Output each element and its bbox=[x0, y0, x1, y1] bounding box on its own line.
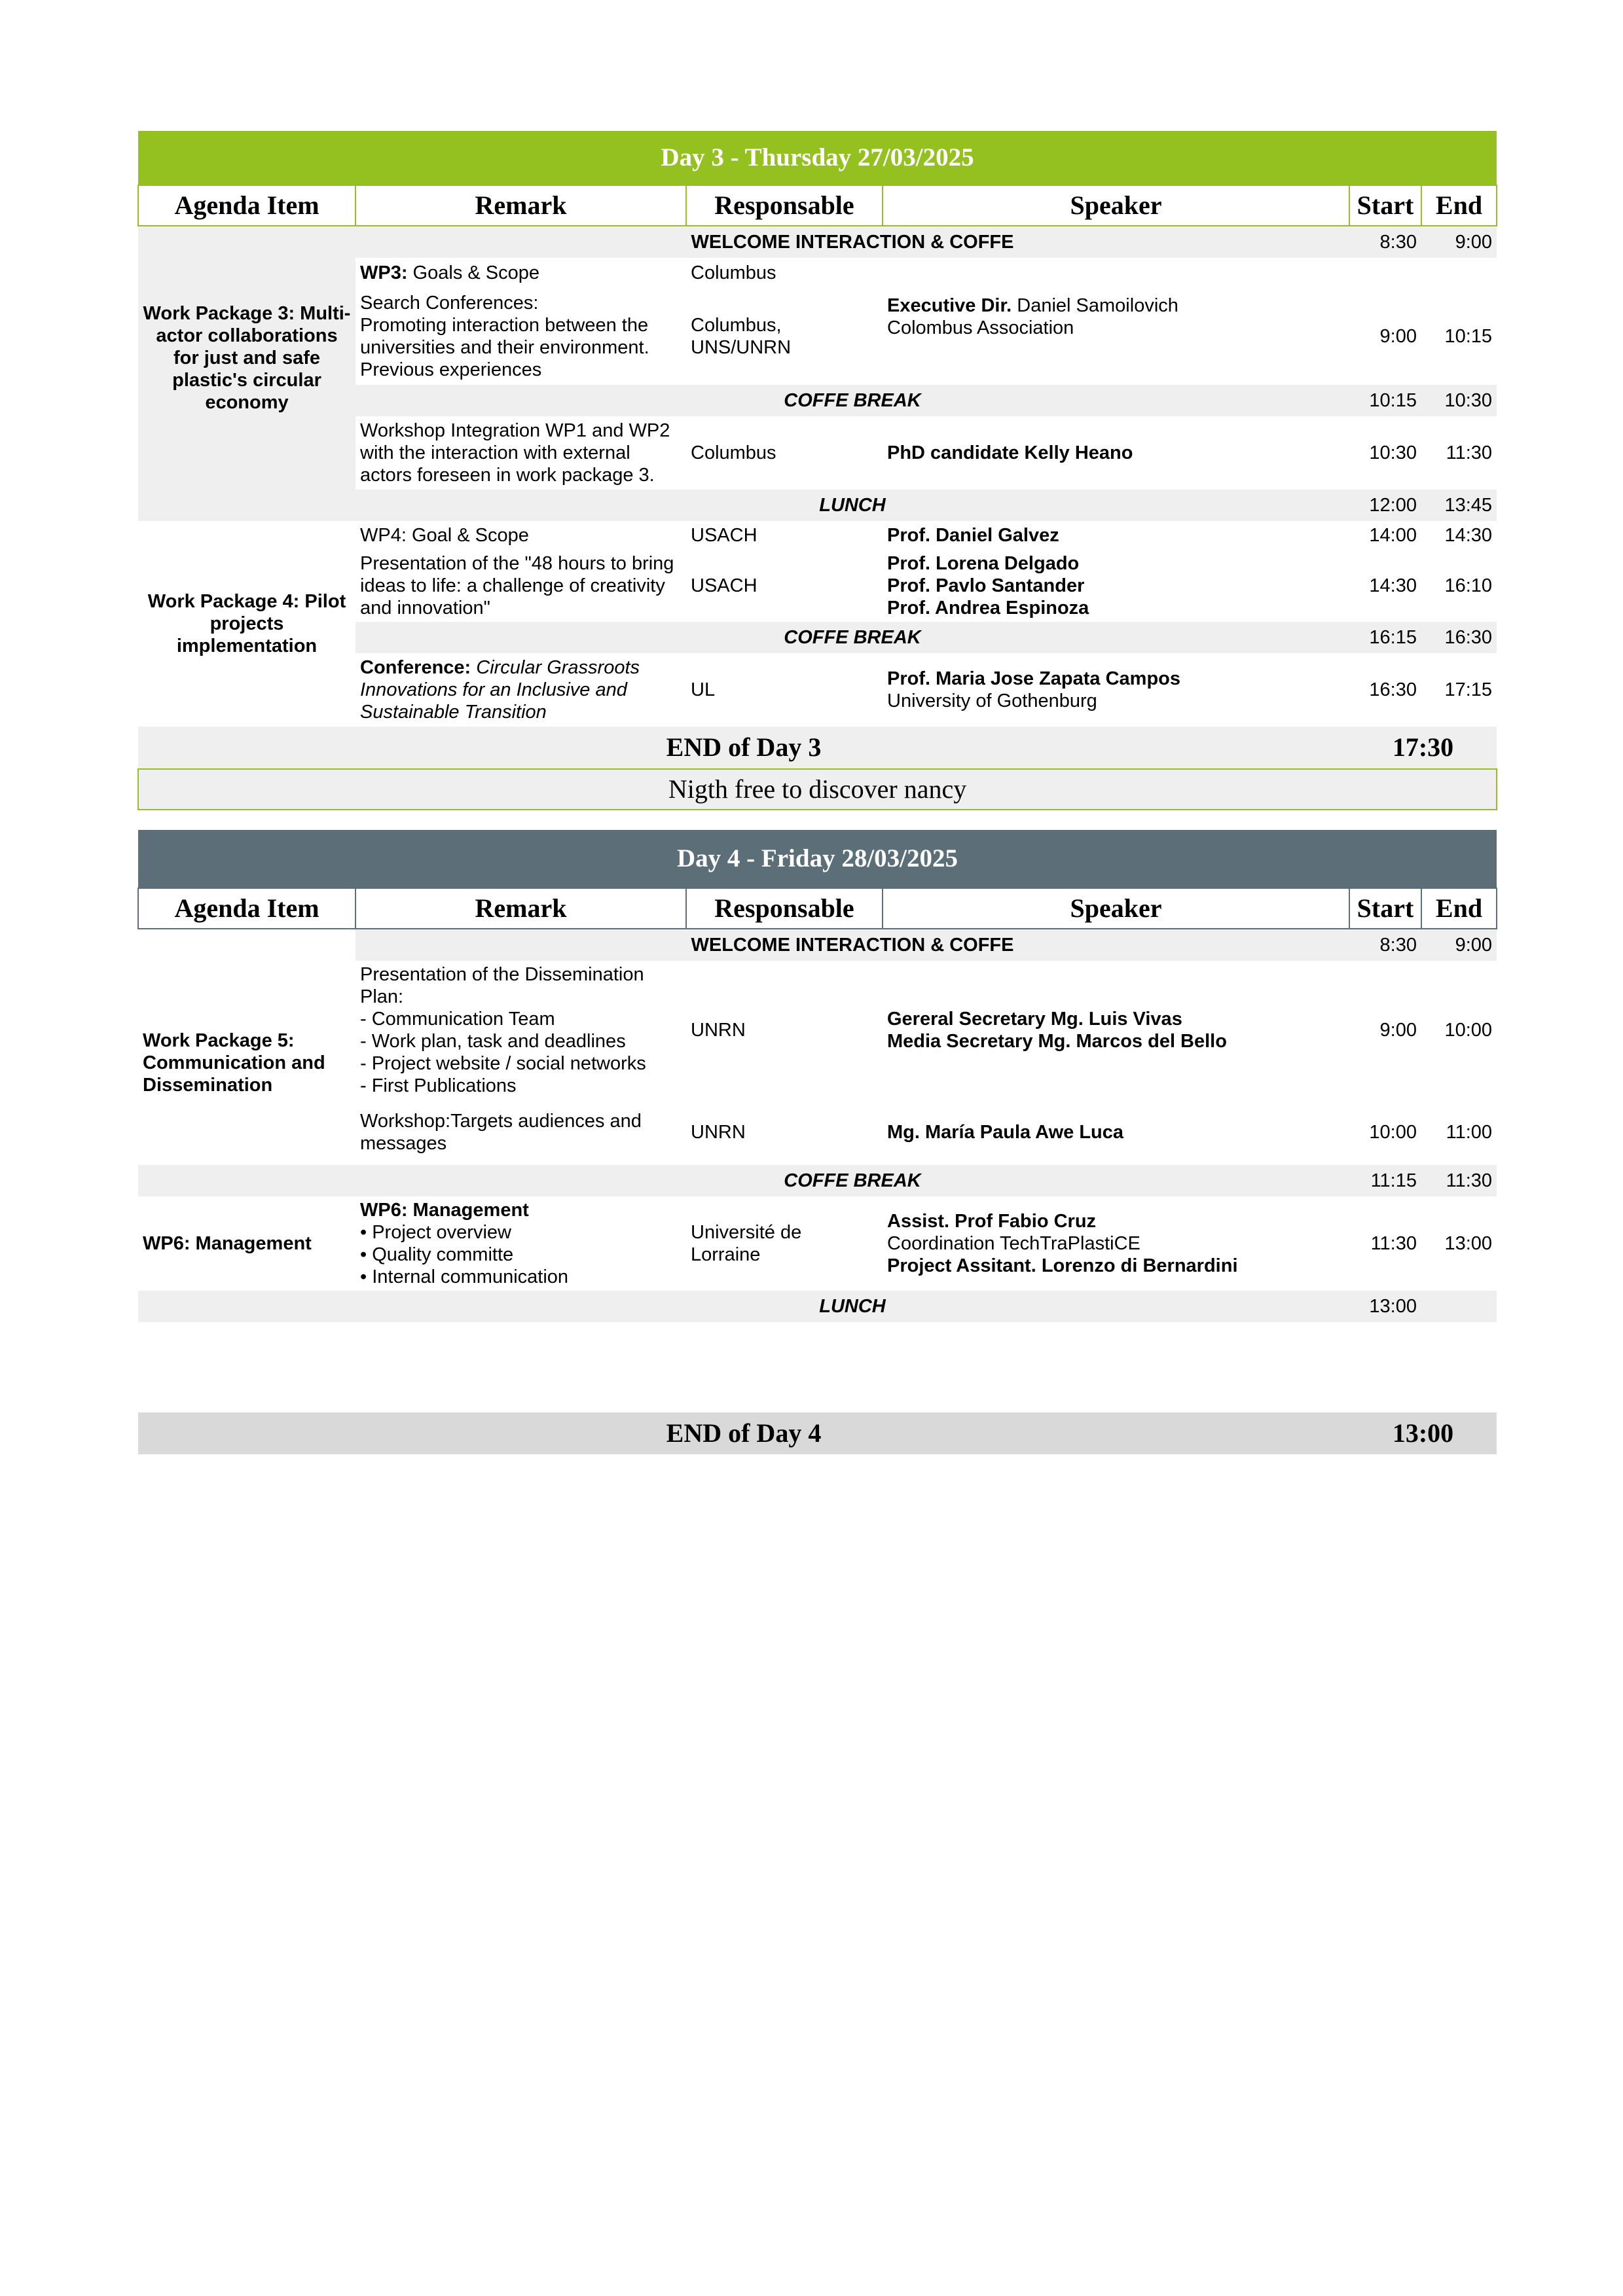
speaker-cell: PhD candidate Kelly Heano bbox=[887, 442, 1133, 463]
speaker-cell: Prof. Daniel Galvez bbox=[887, 525, 1059, 546]
remark-cell: Workshop Integration WP1 and WP2 with the interaction with external actors foreseen in work package 3. bbox=[360, 420, 670, 486]
day3-title-row bbox=[138, 131, 1497, 185]
speaker-name: Prof. Pavlo Santander bbox=[887, 575, 1085, 596]
end-time: 13:45 bbox=[1421, 490, 1497, 521]
end-time: 10:00 bbox=[1444, 1020, 1493, 1041]
remark-bold: WP6: Management bbox=[360, 1200, 529, 1221]
wp5-agenda-item: Work Package 5: Communication and Dissemination bbox=[138, 961, 356, 1165]
welcome-blank bbox=[138, 929, 356, 961]
day3-agenda-table bbox=[137, 131, 1497, 810]
start-time: 14:30 bbox=[1369, 575, 1417, 596]
welcome-label: WELCOME INTERACTION & COFFE bbox=[356, 226, 1349, 258]
end-time: 11:30 bbox=[1446, 442, 1493, 463]
end-time: 10:15 bbox=[1444, 326, 1493, 347]
end-time: 13:00 bbox=[1444, 1233, 1493, 1254]
start-time: 10:30 bbox=[1369, 442, 1417, 463]
end-time: 11:00 bbox=[1446, 1122, 1493, 1143]
start-time: 10:00 bbox=[1369, 1122, 1417, 1143]
speaker-cell: Mg. María Paula Awe Luca bbox=[887, 1122, 1123, 1143]
break-label: COFFE BREAK bbox=[356, 1165, 1349, 1196]
day4-welcome-row bbox=[138, 929, 1497, 961]
remark-text: • Project overview • Quality committe • Internal communication bbox=[360, 1222, 569, 1287]
col-remark: Remark bbox=[356, 888, 686, 929]
speaker-name: Prof. Lorena Delgado bbox=[887, 553, 1080, 574]
start-time: 9:00 bbox=[1379, 326, 1417, 347]
start-time bbox=[1349, 258, 1421, 288]
start-time: 14:00 bbox=[1369, 525, 1417, 546]
start-time: 12:00 bbox=[1349, 490, 1421, 521]
end-time: 11:30 bbox=[1421, 1165, 1497, 1196]
remark-bold: Conference: bbox=[360, 657, 471, 678]
responsable-cell: Columbus bbox=[691, 442, 776, 463]
end-of-day-label: END of Day 4 bbox=[138, 1412, 1349, 1454]
wp4-agenda-item: Work Package 4: Pilot projects implementation bbox=[138, 521, 356, 726]
speaker-cell bbox=[883, 550, 1349, 622]
end-time: 9:00 bbox=[1421, 929, 1497, 961]
day3-lunch-row bbox=[138, 490, 1497, 521]
responsable-cell: Columbus, UNS/UNRN bbox=[691, 315, 792, 358]
night-note: Nigth free to discover nancy bbox=[138, 769, 1497, 810]
wp3-agenda-item: Work Package 3: Multi-actor collaborations for just and safe plastic's circular economy bbox=[138, 226, 356, 490]
day4-agenda-table bbox=[137, 830, 1497, 1454]
day4-end-row bbox=[138, 1412, 1497, 1454]
day4-header-row bbox=[138, 888, 1497, 929]
remark-text: Goals & Scope bbox=[407, 262, 539, 283]
table-row bbox=[138, 1196, 1497, 1291]
speaker-cell bbox=[883, 653, 1349, 726]
remark-text: Circular Grassroots Innovations for an Inclusive and Sustainable Transition bbox=[360, 657, 640, 723]
speaker-cell bbox=[883, 1196, 1349, 1291]
speaker-affiliation: Coordination TechTraPlastiCE bbox=[887, 1233, 1140, 1254]
remark-cell bbox=[356, 258, 686, 288]
day3-welcome-row bbox=[138, 226, 1497, 258]
start-time: 16:30 bbox=[1369, 679, 1417, 700]
end-of-day-time: 17:30 bbox=[1349, 726, 1497, 769]
col-end: End bbox=[1421, 185, 1497, 226]
col-speaker: Speaker bbox=[883, 185, 1349, 226]
end-time: 9:00 bbox=[1421, 226, 1497, 258]
day3-title: Day 3 - Thursday 27/03/2025 bbox=[138, 131, 1497, 185]
break-label: COFFE BREAK bbox=[356, 385, 1349, 416]
col-start: Start bbox=[1349, 888, 1421, 929]
day4-lunch-row bbox=[138, 1291, 1497, 1322]
speaker-cell bbox=[883, 961, 1349, 1100]
speaker-title: Executive Dir. bbox=[887, 295, 1012, 316]
col-speaker: Speaker bbox=[883, 888, 1349, 929]
start-time: 16:15 bbox=[1349, 622, 1421, 653]
remark-cell: Search Conferences: Promoting interaction between the universities and their environment. Previous experiences bbox=[360, 293, 649, 380]
table-row bbox=[138, 521, 1497, 550]
lunch-blank bbox=[138, 1291, 356, 1322]
col-agenda-item: Agenda Item bbox=[138, 185, 356, 226]
speaker-affiliation: Colombus Association bbox=[887, 317, 1074, 338]
end-of-day-label: END of Day 3 bbox=[138, 726, 1349, 769]
speaker-cell bbox=[883, 258, 1349, 288]
speaker-affiliation: University of Gothenburg bbox=[887, 691, 1097, 711]
empty-space bbox=[138, 1322, 1497, 1412]
col-start: Start bbox=[1349, 185, 1421, 226]
day4-spacer-row bbox=[138, 1322, 1497, 1412]
welcome-label: WELCOME INTERACTION & COFFE bbox=[356, 929, 1349, 961]
speaker-cell bbox=[883, 288, 1349, 385]
end-time: 16:10 bbox=[1444, 575, 1493, 596]
responsable-cell: UNRN bbox=[691, 1020, 746, 1041]
remark-cell: Presentation of the "48 hours to bring ideas to life: a challenge of creativity and innovation" bbox=[360, 553, 674, 619]
end-time: 16:30 bbox=[1421, 622, 1497, 653]
day4-title: Day 4 - Friday 28/03/2025 bbox=[138, 830, 1497, 888]
responsable-cell: UNRN bbox=[691, 1122, 746, 1143]
day4-title-row bbox=[138, 830, 1497, 888]
responsable-cell: Université de Lorraine bbox=[691, 1222, 802, 1265]
start-time: 9:00 bbox=[1379, 1020, 1417, 1041]
start-time: 8:30 bbox=[1349, 929, 1421, 961]
day4-break-row bbox=[138, 1165, 1497, 1196]
start-time: 8:30 bbox=[1349, 226, 1421, 258]
end-time: 10:30 bbox=[1421, 385, 1497, 416]
remark-cell: Workshop:Targets audiences and messages bbox=[360, 1111, 642, 1154]
end-time: 14:30 bbox=[1444, 525, 1493, 546]
col-responsable: Responsable bbox=[686, 888, 883, 929]
remark-bold: WP3: bbox=[360, 262, 408, 283]
end-time bbox=[1421, 258, 1497, 288]
break-blank bbox=[138, 1165, 356, 1196]
speaker-name: Assist. Prof Fabio Cruz bbox=[887, 1211, 1097, 1232]
speaker-name: Daniel Samoilovich bbox=[1012, 295, 1178, 316]
remark-cell bbox=[356, 1196, 686, 1291]
responsable-cell: UL bbox=[691, 679, 716, 700]
speaker-name: Prof. Maria Jose Zapata Campos bbox=[887, 668, 1181, 689]
start-time: 11:30 bbox=[1370, 1233, 1417, 1254]
responsable-cell: Columbus bbox=[691, 262, 776, 283]
speaker-name: Media Secretary Mg. Marcos del Bello bbox=[887, 1031, 1227, 1052]
day3-header-row bbox=[138, 185, 1497, 226]
remark-cell: Presentation of the Dissemination Plan: - Communication Team - Work plan, task and deadlines - Project website / social networks - First Publications bbox=[360, 964, 646, 1096]
break-label: COFFE BREAK bbox=[356, 622, 1349, 653]
start-time: 13:00 bbox=[1349, 1291, 1421, 1322]
start-time: 10:15 bbox=[1349, 385, 1421, 416]
end-time bbox=[1421, 1291, 1497, 1322]
col-remark: Remark bbox=[356, 185, 686, 226]
col-end: End bbox=[1421, 888, 1497, 929]
lunch-label: LUNCH bbox=[356, 490, 1349, 521]
speaker-name: Prof. Andrea Espinoza bbox=[887, 598, 1089, 619]
end-of-day-time: 13:00 bbox=[1349, 1412, 1497, 1454]
remark-cell bbox=[356, 653, 686, 726]
table-row bbox=[138, 961, 1497, 1100]
responsable-cell: USACH bbox=[691, 575, 757, 596]
lunch-label: LUNCH bbox=[356, 1291, 1349, 1322]
end-time: 17:15 bbox=[1444, 679, 1493, 700]
col-responsable: Responsable bbox=[686, 185, 883, 226]
day3-end-row bbox=[138, 726, 1497, 769]
start-time: 11:15 bbox=[1349, 1165, 1421, 1196]
speaker-name: Gereral Secretary Mg. Luis Vivas bbox=[887, 1009, 1182, 1030]
remark-cell: WP4: Goal & Scope bbox=[360, 525, 529, 546]
day3-night-row bbox=[138, 769, 1497, 810]
responsable-cell: USACH bbox=[691, 525, 757, 546]
speaker-name: Project Assitant. Lorenzo di Bernardini bbox=[887, 1255, 1238, 1276]
wp6-agenda-item: WP6: Management bbox=[138, 1196, 356, 1291]
col-agenda-item: Agenda Item bbox=[138, 888, 356, 929]
lunch-blank bbox=[138, 490, 356, 521]
